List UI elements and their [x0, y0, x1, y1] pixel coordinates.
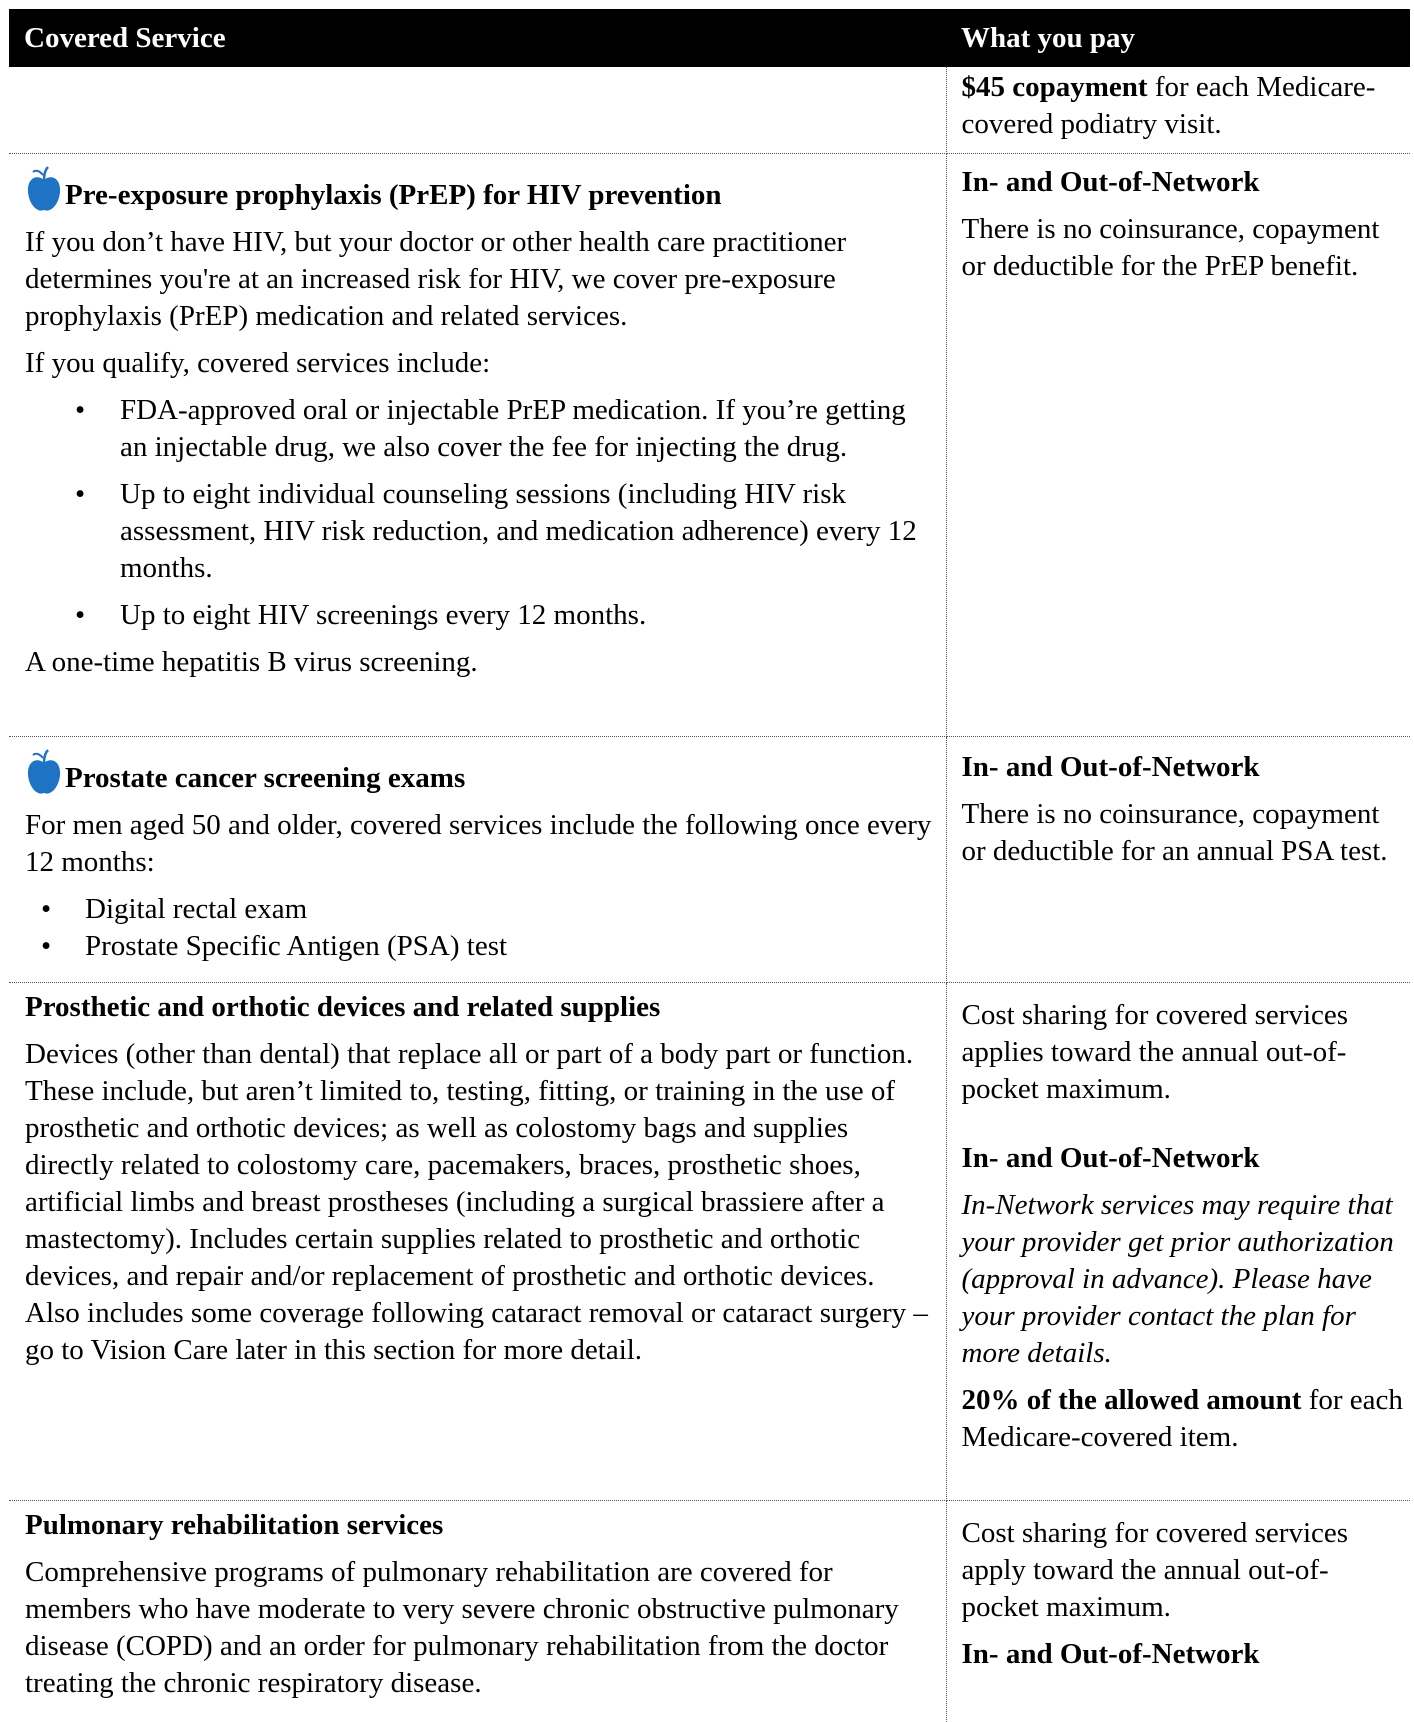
table-row-prosthetic — [9, 983, 1410, 1501]
pulmonary-service-cell — [9, 1501, 946, 1722]
pulmonary-pay-cost: Cost sharing for covered services apply toward the annual out-of-pocket maximum. — [962, 1515, 1405, 1626]
table-row-podiatry — [9, 67, 1410, 154]
prostate-title: Prostate cancer screening exams — [65, 760, 465, 797]
podiatry-copay-text: for each Medicare-covered podiatry visit. — [962, 71, 1376, 140]
prosthetic-body: Devices (other than dental) that replace all or part of a body part or function. These include, but aren’t limited to, testing, fitting, or training in the use of prosthetic and orthotic devices; as well as colostomy bags and supplies directly related to colostomy care, pacemakers, braces, prosthetic shoes, artificial limbs and breast prostheses (including a surgical brassiere after a mastectomy). Includes certain supplies related to prosthetic and orthotic devices, and repair and/or replacement of prosthetic and orthotic devices. Also includes some coverage following cataract removal or cataract surgery – go to Vision Care later in this section for more detail. — [25, 1036, 934, 1369]
prostate-heading — [25, 749, 934, 797]
prosthetic-pay-amount — [962, 1382, 1405, 1456]
table-header-row — [9, 9, 1410, 67]
column-header-covered-service: Covered Service — [9, 9, 946, 67]
prosthetic-pay-amount-rest: for each Medicare-covered item. — [962, 1384, 1403, 1453]
list-item: • Prostate Specific Antigen (PSA) test — [25, 928, 934, 965]
prosthetic-pay-cost: Cost sharing for covered services applies toward the annual out-of-pocket maximum. — [962, 997, 1405, 1108]
podiatry-copay-amount: $45 copayment — [962, 71, 1148, 103]
table-row-pulmonary — [9, 1501, 1410, 1722]
prep-pay-heading: In- and Out-of-Network — [962, 164, 1405, 201]
podiatry-pay-cell — [946, 67, 1410, 154]
apple-icon — [25, 166, 63, 214]
list-item: • Up to eight HIV screenings every 12 months. — [25, 597, 934, 634]
prostate-intro: For men aged 50 and older, covered services include the following once every 12 months: — [25, 807, 934, 881]
pulmonary-body: Comprehensive programs of pulmonary rehabilitation are covered for members who have moderate to very severe chronic obstructive pulmonary disease (COPD) and an order for pulmonary rehabilitation from the doctor treating the chronic respiratory disease. — [25, 1554, 934, 1702]
prostate-pay-text: There is no coinsurance, copayment or deductible for an annual PSA test. — [962, 796, 1405, 870]
list-item: • Digital rectal exam — [25, 891, 934, 928]
prosthetic-pay-italic: In-Network services may require that your provider get prior authorization (approval in advance). Please have your provider contact the plan for more details. — [962, 1187, 1405, 1372]
pulmonary-title: Pulmonary rehabilitation services — [25, 1507, 934, 1544]
prostate-list — [25, 891, 934, 965]
prep-last: A one-time hepatitis B virus screening. — [25, 644, 934, 681]
column-header-what-you-pay: What you pay — [946, 9, 1410, 67]
prep-intro: If you don’t have HIV, but your doctor or other health care practitioner determines you're at an increased risk for HIV, we cover pre-exposure prophylaxis (PrEP) medication and related services. — [25, 224, 934, 335]
prosthetic-pay-amount-bold: 20% of the allowed amount — [962, 1384, 1302, 1416]
prosthetic-service-cell — [9, 983, 946, 1501]
prosthetic-title: Prosthetic and orthotic devices and related supplies — [25, 989, 934, 1026]
benefits-table — [9, 9, 1410, 1722]
table-row-prostate — [9, 737, 1410, 983]
prep-list — [25, 392, 934, 634]
pulmonary-pay-heading: In- and Out-of-Network — [962, 1636, 1405, 1673]
prosthetic-pay-heading: In- and Out-of-Network — [962, 1140, 1405, 1177]
benefits-page — [9, 9, 1410, 1722]
prep-title: Pre-exposure prophylaxis (PrEP) for HIV prevention — [65, 177, 722, 214]
prostate-pay-heading: In- and Out-of-Network — [962, 749, 1405, 786]
podiatry-service-cell — [9, 67, 946, 154]
prep-service-cell — [9, 154, 946, 737]
prostate-service-cell — [9, 737, 946, 983]
prosthetic-pay-cell — [946, 983, 1410, 1501]
apple-icon — [25, 749, 63, 797]
prostate-pay-cell — [946, 737, 1410, 983]
list-item: • Up to eight individual counseling sessions (including HIV risk assessment, HIV risk reduction, and medication adherence) every 12 months. — [25, 476, 934, 587]
prep-pay-text: There is no coinsurance, copayment or deductible for the PrEP benefit. — [962, 211, 1405, 285]
pulmonary-pay-cell — [946, 1501, 1410, 1722]
prep-qualify: If you qualify, covered services include: — [25, 345, 934, 382]
table-row-prep — [9, 154, 1410, 737]
list-item: • FDA-approved oral or injectable PrEP medication. If you’re getting an injectable drug, we also cover the fee for injecting the drug. — [25, 392, 934, 466]
prep-pay-cell — [946, 154, 1410, 737]
prep-heading — [25, 166, 934, 214]
